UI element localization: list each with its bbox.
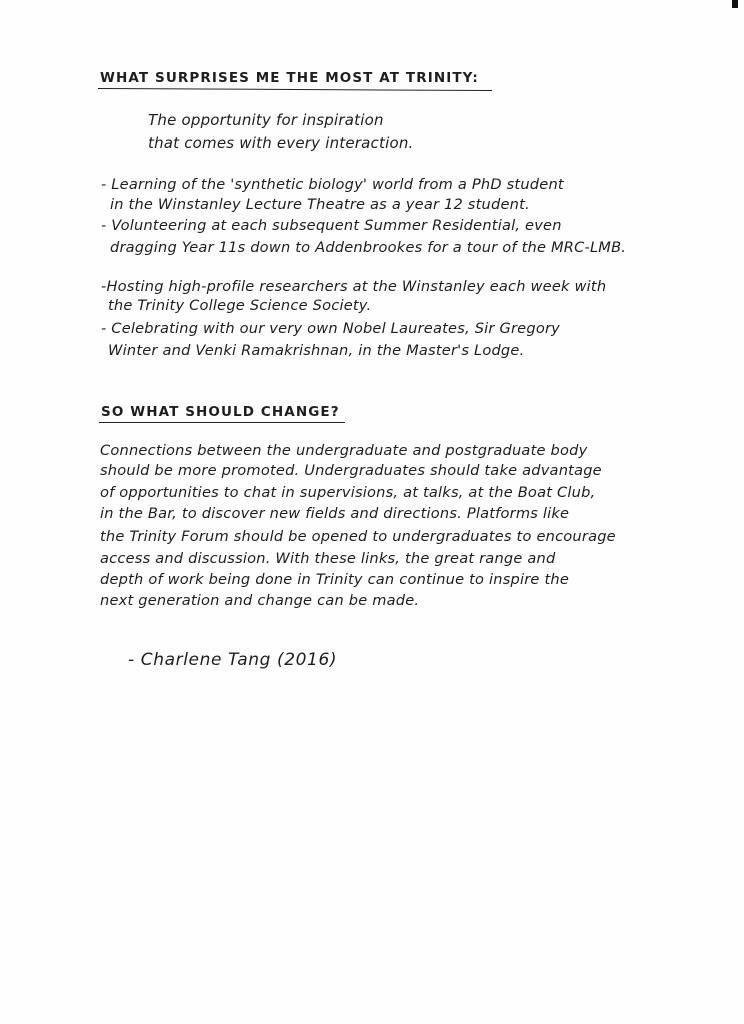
intro-line: that comes with every interaction.: [148, 134, 414, 152]
bullet-line: in the Winstanley Lecture Theatre as a year 12 student.: [110, 196, 530, 213]
heading-surprises-underline: [98, 88, 492, 91]
paragraph-line: depth of work being done in Trinity can continue to inspire the: [100, 571, 569, 588]
heading-change: SO WHAT SHOULD CHANGE?: [101, 404, 340, 420]
signature: - Charlene Tang (2016): [128, 650, 338, 670]
paragraph-line: should be more promoted. Undergraduates should take advantage: [100, 462, 602, 479]
paragraph-line: in the Bar, to discover new fields and directions. Platforms like: [100, 505, 570, 522]
intro-line: The opportunity for inspiration: [148, 111, 384, 129]
bullet-line: - Volunteering at each subsequent Summer Residential, even: [101, 217, 562, 234]
bullet-line: - Learning of the 'synthetic biology' world from a PhD student: [101, 176, 564, 193]
heading-surprises: WHAT SURPRISES ME THE MOST AT TRINITY:: [100, 70, 479, 86]
bullet-line: - Celebrating with our very own Nobel Laureates, Sir Gregory: [101, 320, 560, 337]
bullet-line: Winter and Venki Ramakrishnan, in the Master's Lodge.: [108, 342, 525, 359]
bullet-line: dragging Year 11s down to Addenbrookes for a tour of the MRC-LMB.: [110, 239, 627, 256]
paragraph-line: access and discussion. With these links, the great range and: [100, 550, 556, 567]
paragraph-line: Connections between the undergraduate and postgraduate body: [100, 442, 588, 459]
paragraph-line: of opportunities to chat in supervisions, at talks, at the Boat Club,: [100, 484, 596, 501]
heading-change-underline: [99, 422, 345, 423]
scan-corner-mark: [732, 0, 738, 8]
paragraph-line: the Trinity Forum should be opened to undergraduates to encourage: [100, 528, 616, 545]
bullet-line: the Trinity College Science Society.: [108, 297, 372, 314]
bullet-line: -Hosting high-profile researchers at the Winstanley each week with: [101, 278, 607, 295]
paragraph-line: next generation and change can be made.: [100, 592, 420, 609]
